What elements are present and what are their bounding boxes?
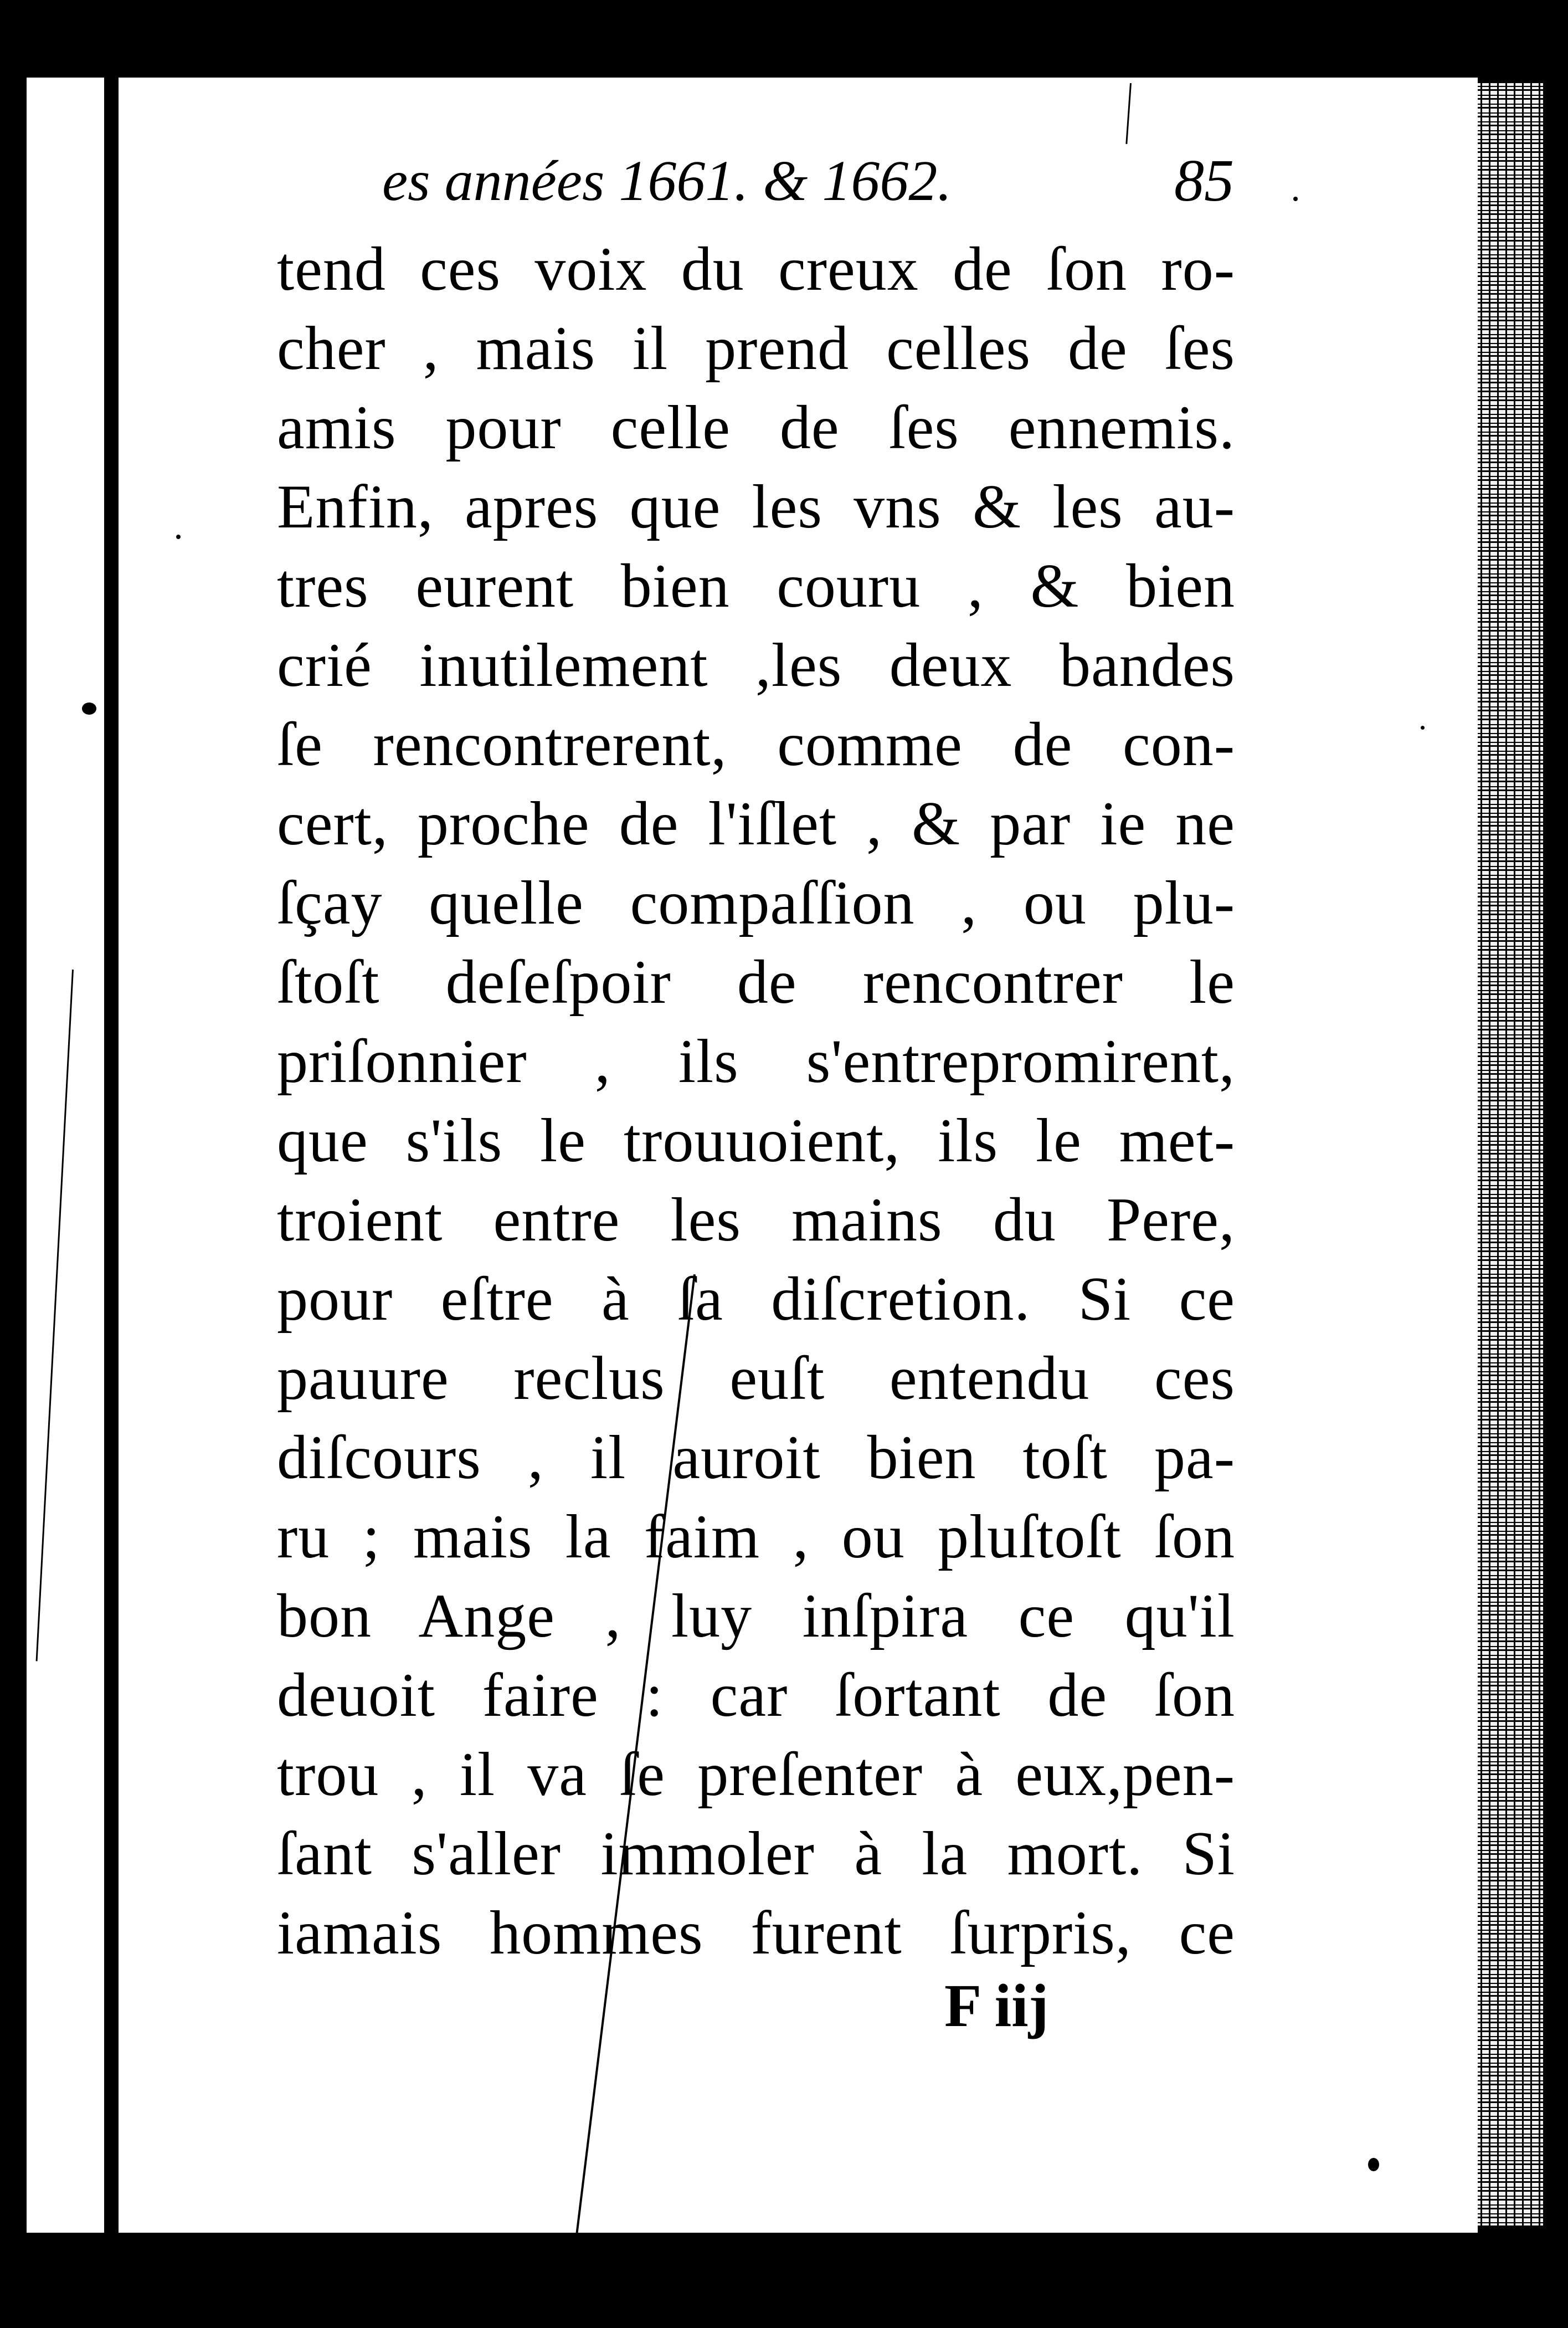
text-line: troient entre les mains du Pere,: [277, 1186, 1235, 1254]
scan-speck: [82, 702, 96, 715]
text-line: tres eurent bien couru , & bien: [277, 552, 1235, 621]
text-line: crié inutilement ,les deux bandes: [277, 631, 1235, 700]
text-line: bon Ange , luy inſpira ce qu'il: [277, 1582, 1235, 1650]
text-line: ſe rencontrerent, comme de con-: [277, 710, 1235, 779]
text-line: tend ces voix du creux de ſon ro-: [277, 235, 1235, 304]
scan-speck: [176, 535, 181, 539]
text-line: Enfin, apres que les vns & les au-: [277, 473, 1235, 541]
text-line: deuoit faire : car ſortant de ſon: [277, 1661, 1235, 1730]
text-line: diſcours , il auroit bien toſt pa-: [277, 1423, 1235, 1492]
scan-speck: [1421, 726, 1425, 730]
text-line: priſonnier , ils s'entrepromirent,: [277, 1027, 1235, 1096]
text-line: cher , mais il prend celles de ſes: [277, 314, 1235, 383]
text-line: ſçay quelle compaſſion , ou plu-: [277, 869, 1235, 937]
text-line: ru ; mais la faim , ou pluſtoſt ſon: [277, 1503, 1235, 1571]
signature-mark: F iij: [944, 1972, 1049, 2039]
running-head: es années 1661. & 1662.: [382, 149, 952, 213]
text-line: iamais hommes furent ſurpris, ce: [277, 1899, 1235, 1967]
text-line: ſtoſt deſeſpoir de rencontrer le: [277, 948, 1235, 1017]
text-line: pauure reclus euſt entendu ces: [277, 1344, 1235, 1413]
text-line: ſant s'aller immoler à la mort. Si: [277, 1819, 1235, 1888]
scan-speck: [1368, 2158, 1379, 2171]
text-line: que s'ils le trouuoient, ils le met-: [277, 1106, 1235, 1175]
text-line: amis pour celle de ſes ennemis.: [277, 393, 1235, 462]
page-number: 85: [1174, 148, 1234, 214]
facing-page-edge: [27, 78, 112, 2233]
text-line: trou , il va ſe preſenter à eux,pen-: [277, 1740, 1235, 1809]
scan-speck: [1293, 197, 1298, 201]
text-line: pour eſtre à ſa diſcretion. Si ce: [277, 1265, 1235, 1334]
text-line: cert, proche de l'iſlet , & par ie ne: [277, 789, 1235, 858]
body-text: [277, 230, 1235, 1973]
page-stack-edge: [1478, 83, 1543, 2227]
